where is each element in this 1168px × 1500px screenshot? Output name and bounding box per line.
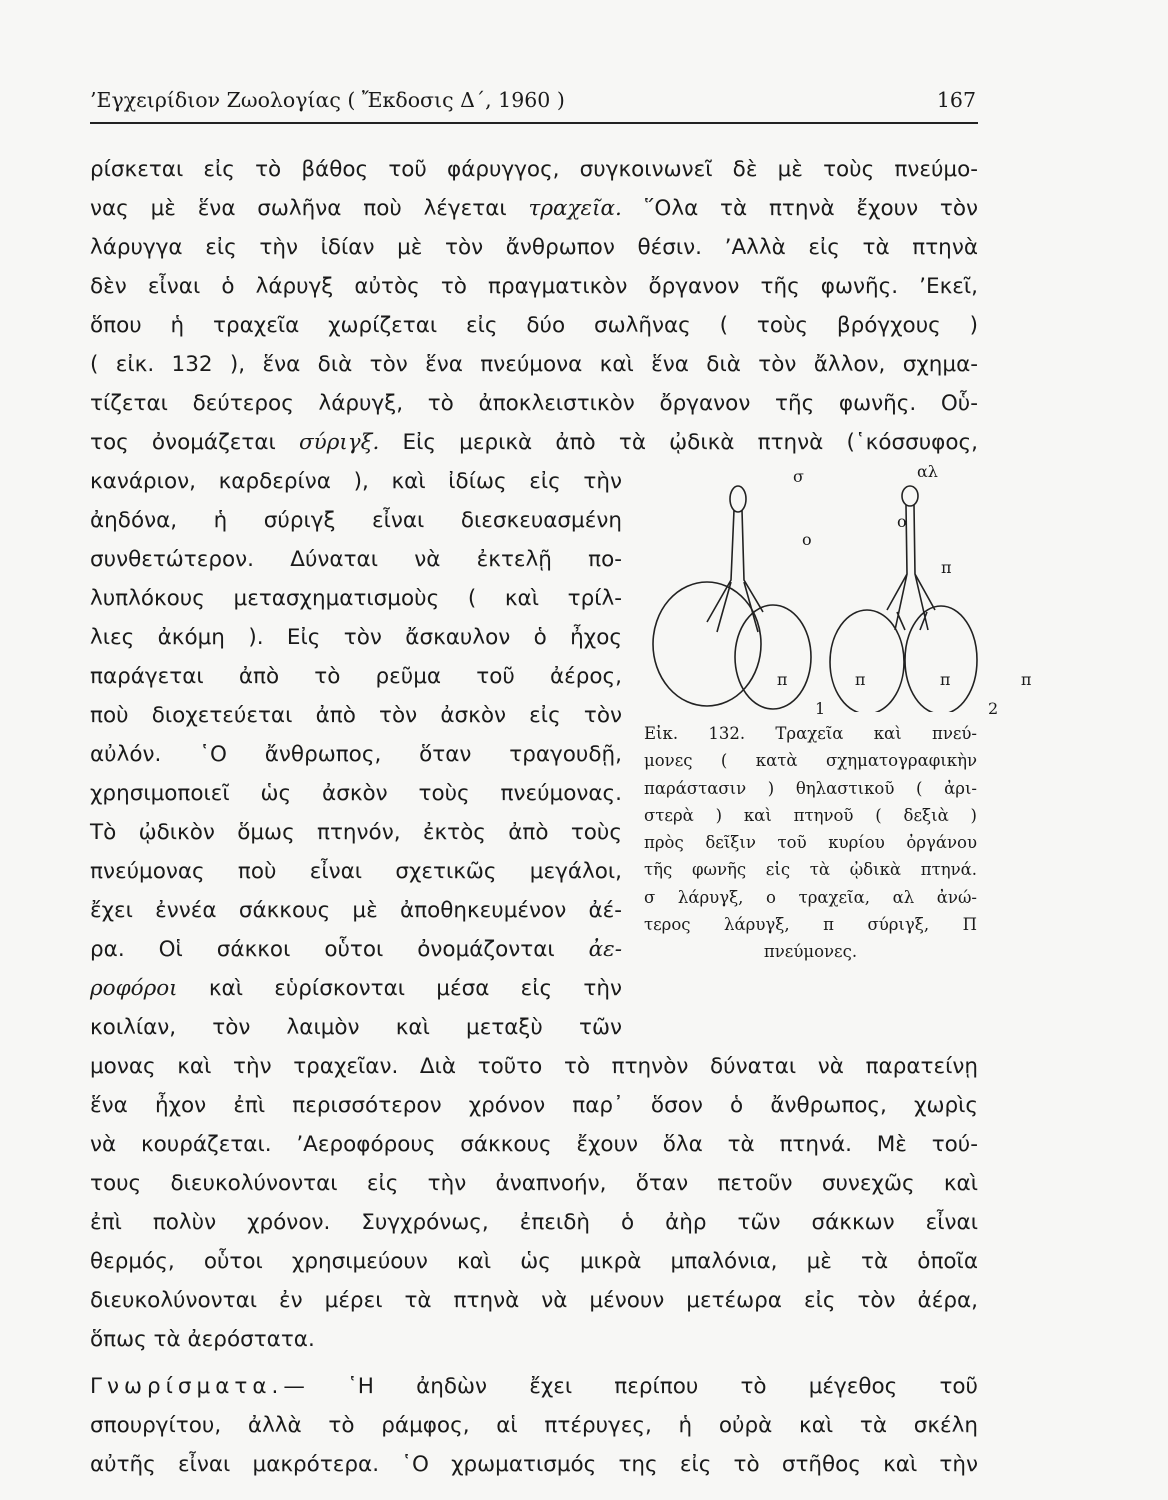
larynx-shape bbox=[730, 486, 746, 512]
book-title: ’Εγχειρίδιον Ζωολογίας ( Ἔκδοσις Δ΄, 1960 ) bbox=[90, 88, 565, 112]
text-line: λυπλόκους μετασχηματισμοὺς ( καὶ τρίλ- bbox=[90, 586, 622, 611]
text-line: σπουργίτου, ἀλλὰ τὸ ράμφος, αἱ πτέρυγες, ἡ οὐρὰ καὶ τὰ σκέλη bbox=[90, 1413, 978, 1438]
text-line: ρίσκεται εἰς τὸ βάθος τοῦ φάρυγγος, συγκοινωνεῖ δὲ μὲ τοὺς πνεύμο- bbox=[90, 157, 978, 182]
bird-trachea-shape bbox=[887, 505, 935, 630]
narrow-column bbox=[90, 462, 622, 1047]
caption-line: μονες ( κατὰ σχηματογραφικὴν bbox=[644, 751, 977, 771]
text-line: αὐτῆς εἶναι μακρότερα. ῾Ο χρωματισμός της εἰς τὸ στῆθος καὶ τὴν bbox=[90, 1452, 978, 1477]
text-line: λιες ἀκόμη ). Εἰς τὸν ἄσκαυλον ὁ ἦχος bbox=[90, 625, 622, 650]
caption-line: πρὸς δεῖξιν τοῦ κυρίου ὀργάνου bbox=[644, 833, 977, 853]
caption-line: σ λάρυγξ, ο τραχεῖα, αλ ἀνώ- bbox=[644, 887, 977, 907]
label-p1: п bbox=[777, 670, 788, 689]
text-line: ἀηδόνα, ἡ σύριγξ εἶναι διεσκευασμένη bbox=[90, 508, 622, 533]
figure-caption bbox=[644, 720, 977, 966]
text-line: διευκολύνονται ἐν μέρει τὰ πτηνὰ νὰ μένουν μετέωρα εἰς τὸν ἀέρα, bbox=[90, 1288, 978, 1313]
label-o-right: ο bbox=[897, 512, 907, 531]
section-heading: Γνωρίσματα. bbox=[90, 1374, 284, 1399]
text-line: αὐλόν. ῾Ο ἄνθρωπος, ὅταν τραγουδῇ, bbox=[90, 742, 622, 767]
text-with-figure bbox=[90, 462, 1032, 1047]
upper-larynx-shape bbox=[902, 486, 918, 506]
text-line: νὰ κουράζεται. ’Αεροφόρους σάκκους ἔχουν ὅλα τὰ πτηνά. Μὲ τού- bbox=[90, 1132, 978, 1157]
text-line: ροφόροι καὶ εὑρίσκονται μέσα εἰς τὴν bbox=[90, 976, 622, 1001]
label-o-left: ο bbox=[802, 530, 812, 549]
label-pi: π bbox=[941, 558, 952, 577]
text-line: θερμός, οὗτοι χρησιμεύουν καὶ ὡς μικρὰ μπαλόνια, μὲ τὰ ὁποῖα bbox=[90, 1249, 978, 1274]
figure-132 bbox=[644, 462, 1032, 1047]
text-line: δὲν εἶναι ὁ λάρυγξ αὐτὸς τὸ πραγματικὸν ὄργανον τῆς φωνῆς. ’Εκεῖ, bbox=[90, 274, 978, 299]
text-line: ἐπὶ πολὺν χρόνον. Συγχρόνως, ἐπειδὴ ὁ ἀὴρ τῶν σάκκων εἶναι bbox=[90, 1210, 978, 1235]
running-header bbox=[90, 82, 978, 122]
text-line: Γνωρίσματα.— ῾Η ἀηδὼν ἔχει περίπου τὸ μέγεθος τοῦ bbox=[90, 1374, 978, 1399]
text-line: συνθετώτερον. Δύναται νὰ ἐκτελῇ πο- bbox=[90, 547, 622, 572]
caption-line: τερος λάρυγξ, π σύριγξ, Π bbox=[644, 915, 977, 935]
label-p3: п bbox=[940, 670, 951, 689]
text-line: ρα. Οἱ σάκκοι οὗτοι ὀνομάζονται ἀε- bbox=[90, 937, 622, 962]
caption-line: στερὰ ) καὶ πτηνοῦ ( δεξιὰ ) bbox=[644, 805, 977, 825]
bird-lung-left bbox=[830, 610, 904, 712]
text-line: τος ὀνομάζεται σύριγξ. Εἰς μερικὰ ἀπὸ τὰ ᾠδικὰ πτηνὰ (῾κόσσυφος, bbox=[90, 430, 978, 455]
lung-right bbox=[735, 605, 811, 709]
text-line: ὅπου ἡ τραχεῖα χωρίζεται εἰς δύο σωλῆνας ( τοὺς βρόγχους ) bbox=[90, 313, 978, 338]
text-line: ἔχει ἐννέα σάκκους μὲ ἀποθηκευμένον ἀέ- bbox=[90, 898, 622, 923]
label-1: 1 bbox=[815, 699, 826, 718]
text-line: τους διευκολύνονται εἰς τὴν ἀναπνοήν, ὅταν πετοῦν συνεχῶς καὶ bbox=[90, 1171, 978, 1196]
text-line: ( εἰκ. 132 ), ἕνα διὰ τὸν ἕνα πνεύμονα καὶ ἕνα διὰ τὸν ἄλλον, σχημα- bbox=[90, 352, 978, 377]
text-line: κοιλίαν, τὸν λαιμὸν καὶ μεταξὺ τῶν bbox=[90, 1015, 622, 1040]
main-text bbox=[90, 150, 1032, 1484]
label-al: αλ bbox=[917, 462, 938, 481]
label-sigma: σ bbox=[793, 467, 804, 486]
text-line: τίζεται δεύτερος λάρυγξ, τὸ ἀποκλειστικὸν ὄργανον τῆς φωνῆς. Οὗ- bbox=[90, 391, 978, 416]
trachea-lungs-drawing bbox=[645, 462, 985, 712]
text-line: ἕνα ἦχον ἐπὶ περισσότερον χρόνον παρ᾽ ὅσον ὁ ἄνθρωπος, χωρὶς bbox=[90, 1093, 978, 1118]
text-line: πνεύμονας ποὺ εἶναι σχετικῶς μεγάλοι, bbox=[90, 859, 622, 884]
caption-line: Εἰκ. 132. Τραχεῖα καὶ πνεύ- bbox=[644, 724, 977, 743]
label-2: 2 bbox=[988, 699, 999, 718]
header-rule bbox=[90, 122, 978, 124]
text-line: κανάριον, καρδερίνα ), καὶ ἰδίως εἰς τὴν bbox=[90, 469, 622, 494]
text-line: ποὺ διοχετεύεται ἀπὸ τὸν ἀσκὸν εἰς τὸν bbox=[90, 703, 622, 728]
label-p2: п bbox=[855, 670, 866, 689]
text-line: ὅπως τὰ ἀερόστατα. bbox=[90, 1327, 315, 1352]
text-line: λάρυγγα εἰς τὴν ἰδίαν μὲ τὸν ἄνθρωπον θέσιν. ’Αλλὰ εἰς τὰ πτηνὰ bbox=[90, 235, 978, 260]
caption-line: πνεύμονες. bbox=[763, 942, 858, 962]
text-line: μονας καὶ τὴν τραχεῖαν. Διὰ τοῦτο τὸ πτηνὸν δύναται νὰ παρατείνῃ bbox=[90, 1054, 978, 1079]
text-line: παράγεται ἀπὸ τὸ ρεῦμα τοῦ ἀέρος, bbox=[90, 664, 622, 689]
bird-lung-right bbox=[905, 606, 977, 712]
lung-left bbox=[653, 582, 761, 706]
caption-line: τῆς φωνῆς εἰς τὰ ᾠδικὰ πτηνά. bbox=[644, 860, 977, 880]
text-line: χρησιμοποιεῖ ὡς ἀσκὸν τοὺς πνεύμονας. bbox=[90, 781, 622, 806]
text-line: νας μὲ ἕνα σωλῆνα ποὺ λέγεται τραχεῖα. ῞Ολα τὰ πτηνὰ ἔχουν τὸν bbox=[90, 196, 978, 221]
caption-line: παράστασιν ) θηλαστικοῦ ( ἀρι- bbox=[644, 778, 977, 798]
text-line: Τὸ ᾠδικὸν ὅμως πτηνόν, ἐκτὸς ἀπὸ τοὺς bbox=[90, 820, 622, 845]
page-number: 167 bbox=[936, 88, 976, 112]
label-p4: п bbox=[1021, 670, 1032, 689]
